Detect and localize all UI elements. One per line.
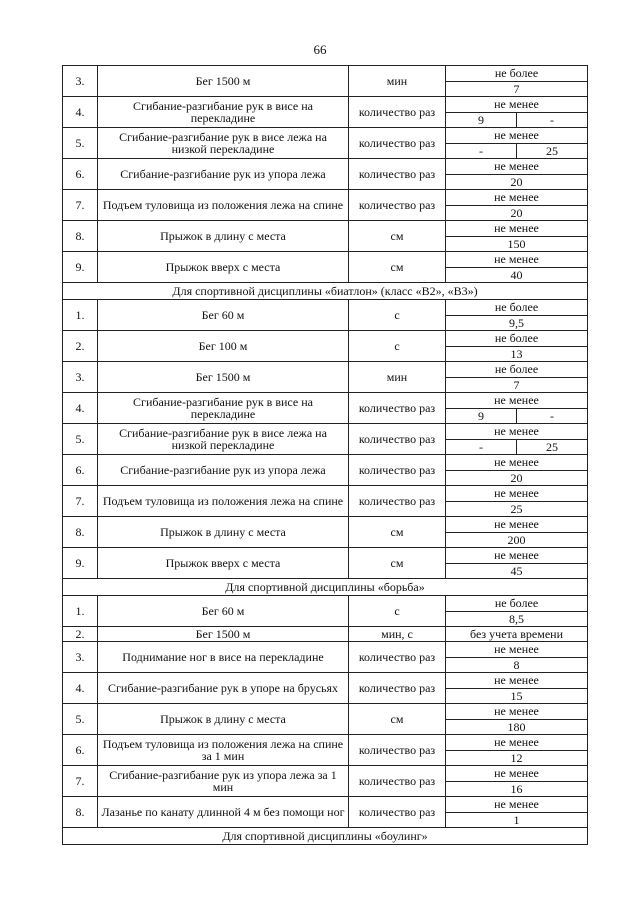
unit: количество раз bbox=[349, 486, 446, 517]
exercise-name: Бег 60 м bbox=[98, 300, 349, 331]
norm-value-right: 25 bbox=[546, 144, 558, 158]
norm-cell bbox=[446, 673, 588, 704]
norm-condition: не менее bbox=[446, 548, 587, 564]
row-number: 3. bbox=[63, 362, 98, 393]
norm-value: 150 bbox=[507, 237, 526, 251]
section-title: Для спортивной дисциплины «биатлон» (класс «В2», «В3») bbox=[63, 283, 588, 300]
table-row bbox=[63, 766, 588, 797]
norm-cell bbox=[446, 735, 588, 766]
norm-cell bbox=[446, 300, 588, 331]
norm-split-values bbox=[446, 113, 587, 127]
norm-value: 7 bbox=[513, 378, 520, 392]
table-row bbox=[63, 252, 588, 283]
section-header-row bbox=[63, 828, 588, 845]
row-number: 5. bbox=[63, 128, 98, 159]
row-number: 1. bbox=[63, 300, 98, 331]
norm-condition: не менее bbox=[446, 735, 587, 751]
norm-cell bbox=[446, 362, 588, 393]
section-title: Для спортивной дисциплины «боулинг» bbox=[63, 828, 588, 845]
norm-value: 13 bbox=[510, 347, 523, 361]
exercise-name: Сгибание-разгибание рук из упора лежа за 1 мин bbox=[98, 766, 349, 797]
row-number: 2. bbox=[63, 331, 98, 362]
norm-condition: не более bbox=[446, 596, 587, 612]
exercise-name: Сгибание-разгибание рук в висе лежа на низкой перекладине bbox=[98, 128, 349, 159]
row-number: 4. bbox=[63, 97, 98, 128]
table-row bbox=[63, 673, 588, 704]
unit: количество раз bbox=[349, 673, 446, 704]
unit: количество раз bbox=[349, 128, 446, 159]
norm-cell bbox=[446, 596, 588, 627]
norm-value: 45 bbox=[510, 564, 523, 578]
norm-value: 9,5 bbox=[509, 316, 524, 330]
norm-value-left: - bbox=[446, 144, 517, 158]
section-title: Для спортивной дисциплины «борьба» bbox=[63, 579, 588, 596]
unit: количество раз bbox=[349, 159, 446, 190]
row-number: 5. bbox=[63, 704, 98, 735]
row-number: 7. bbox=[63, 766, 98, 797]
unit: с bbox=[349, 300, 446, 331]
norm-cell bbox=[446, 393, 588, 424]
unit: с bbox=[349, 596, 446, 627]
norm-cell bbox=[446, 221, 588, 252]
norm-cell bbox=[446, 486, 588, 517]
unit: количество раз bbox=[349, 190, 446, 221]
exercise-name: Бег 1500 м bbox=[98, 66, 349, 97]
norm-value-right: 25 bbox=[546, 440, 558, 454]
exercise-name: Бег 1500 м bbox=[98, 362, 349, 393]
exercise-name: Сгибание-разгибание рук в висе на перекладине bbox=[98, 393, 349, 424]
row-number: 4. bbox=[63, 673, 98, 704]
exercise-name: Подъем туловища из положения лежа на спине за 1 мин bbox=[98, 735, 349, 766]
exercise-name: Бег 1500 м bbox=[98, 627, 349, 642]
norm-condition: не менее bbox=[446, 517, 587, 533]
norm-value: 8,5 bbox=[509, 612, 524, 626]
unit: см bbox=[349, 252, 446, 283]
norm-condition: не менее bbox=[446, 704, 587, 720]
row-number: 3. bbox=[63, 642, 98, 673]
table-row bbox=[63, 704, 588, 735]
norm-cell bbox=[446, 797, 588, 828]
norm-condition: не менее bbox=[446, 642, 587, 658]
norm-value: 20 bbox=[510, 471, 523, 485]
unit: количество раз bbox=[349, 735, 446, 766]
norm-condition: не менее bbox=[446, 221, 587, 237]
exercise-name: Сгибание-разгибание рук в висе лежа на низкой перекладине bbox=[98, 424, 349, 455]
norm-condition: не менее bbox=[446, 455, 587, 471]
norm-condition: не менее bbox=[446, 159, 587, 175]
unit: количество раз bbox=[349, 424, 446, 455]
norm-condition: не более bbox=[446, 362, 587, 378]
norm-value: 40 bbox=[510, 268, 523, 282]
table-row bbox=[63, 221, 588, 252]
table-row bbox=[63, 66, 588, 97]
row-number: 1. bbox=[63, 596, 98, 627]
exercise-name: Лазанье по канату длинной 4 м без помощи ног bbox=[98, 797, 349, 828]
row-number: 8. bbox=[63, 221, 98, 252]
norm-condition: не менее bbox=[446, 673, 587, 689]
norm-value: 12 bbox=[510, 751, 523, 765]
exercise-name: Прыжок в длину с места bbox=[98, 221, 349, 252]
norm-value: 20 bbox=[510, 206, 523, 220]
norm-condition: не более bbox=[446, 331, 587, 347]
norm-condition: не менее bbox=[446, 190, 587, 206]
exercise-name: Бег 60 м bbox=[98, 596, 349, 627]
norm-cell bbox=[446, 642, 588, 673]
norm-condition: не менее bbox=[446, 486, 587, 502]
norm-cell bbox=[446, 252, 588, 283]
norm-cell bbox=[446, 331, 588, 362]
norm-value-right: - bbox=[550, 409, 554, 423]
norm-condition: не более bbox=[446, 300, 587, 316]
unit: мин bbox=[349, 362, 446, 393]
table-row bbox=[63, 393, 588, 424]
table-row bbox=[63, 642, 588, 673]
table-row bbox=[63, 128, 588, 159]
norm-value: 7 bbox=[513, 82, 520, 96]
exercise-name: Сгибание-разгибание рук из упора лежа bbox=[98, 159, 349, 190]
table-row bbox=[63, 735, 588, 766]
row-number: 8. bbox=[63, 517, 98, 548]
section-header-row bbox=[63, 579, 588, 596]
exercise-name: Подъем туловища из положения лежа на спине bbox=[98, 190, 349, 221]
exercise-name: Сгибание-разгибание рук в висе на перекладине bbox=[98, 97, 349, 128]
norm-cell bbox=[446, 455, 588, 486]
row-number: 6. bbox=[63, 455, 98, 486]
section-header-row bbox=[63, 283, 588, 300]
norm-value-left: 9 bbox=[446, 113, 517, 127]
norm-cell bbox=[446, 548, 588, 579]
norm-value: 1 bbox=[513, 813, 520, 827]
norm-cell bbox=[446, 704, 588, 735]
norm-cell bbox=[446, 66, 588, 97]
unit: количество раз bbox=[349, 455, 446, 486]
row-number: 3. bbox=[63, 66, 98, 97]
norm-condition: не менее bbox=[446, 797, 587, 813]
unit: количество раз bbox=[349, 393, 446, 424]
norm-value: 16 bbox=[510, 782, 523, 796]
page-number: 66 bbox=[313, 42, 327, 57]
unit: см bbox=[349, 517, 446, 548]
norm-condition: не менее bbox=[446, 128, 587, 144]
table-row bbox=[63, 486, 588, 517]
unit: мин bbox=[349, 66, 446, 97]
unit: см bbox=[349, 548, 446, 579]
norm-cell bbox=[446, 159, 588, 190]
norm-condition: не менее bbox=[446, 393, 587, 409]
exercise-name: Сгибание-разгибание рук из упора лежа bbox=[98, 455, 349, 486]
exercise-name: Прыжок в длину с места bbox=[98, 517, 349, 548]
table-row bbox=[63, 97, 588, 128]
norm-value: 15 bbox=[510, 689, 523, 703]
table-row bbox=[63, 362, 588, 393]
exercise-name: Прыжок вверх с места bbox=[98, 252, 349, 283]
exercise-name: Прыжок вверх с места bbox=[98, 548, 349, 579]
unit: см bbox=[349, 221, 446, 252]
unit: см bbox=[349, 704, 446, 735]
row-number: 7. bbox=[63, 486, 98, 517]
norm-value-left: - bbox=[446, 440, 517, 454]
table-row bbox=[63, 548, 588, 579]
row-number: 7. bbox=[63, 190, 98, 221]
norm-cell bbox=[446, 517, 588, 548]
table-row bbox=[63, 424, 588, 455]
unit: количество раз bbox=[349, 766, 446, 797]
exercise-name: Бег 100 м bbox=[98, 331, 349, 362]
norm-cell bbox=[446, 128, 588, 159]
norm-cell bbox=[446, 190, 588, 221]
norm-cell bbox=[446, 97, 588, 128]
row-number: 9. bbox=[63, 548, 98, 579]
norm-split-values bbox=[446, 144, 587, 158]
row-number: 4. bbox=[63, 393, 98, 424]
norm-value: 180 bbox=[507, 720, 526, 734]
table-row bbox=[63, 627, 588, 642]
norm-split-values bbox=[446, 409, 587, 423]
unit: количество раз bbox=[349, 642, 446, 673]
norm-cell bbox=[446, 766, 588, 797]
table-row bbox=[63, 797, 588, 828]
table-row bbox=[63, 190, 588, 221]
table-row bbox=[63, 300, 588, 331]
norm-value: 25 bbox=[510, 502, 523, 516]
norm-condition: не более bbox=[446, 66, 587, 82]
table-row bbox=[63, 517, 588, 548]
unit: с bbox=[349, 331, 446, 362]
standards-table bbox=[62, 65, 588, 845]
table-row bbox=[63, 596, 588, 627]
norm-condition: не менее bbox=[446, 252, 587, 268]
table-row bbox=[63, 331, 588, 362]
norm-value-left: 9 bbox=[446, 409, 517, 423]
norm-value-right: - bbox=[550, 113, 554, 127]
norm-condition: не менее bbox=[446, 766, 587, 782]
row-number: 5. bbox=[63, 424, 98, 455]
norm-cell bbox=[446, 424, 588, 455]
row-number: 2. bbox=[63, 627, 98, 642]
unit: количество раз bbox=[349, 797, 446, 828]
row-number: 6. bbox=[63, 735, 98, 766]
norm-condition: не менее bbox=[446, 97, 587, 113]
exercise-name: Подъем туловища из положения лежа на спине bbox=[98, 486, 349, 517]
norm-condition: не менее bbox=[446, 424, 587, 440]
table-row bbox=[63, 159, 588, 190]
norm-value: 200 bbox=[507, 533, 526, 547]
norm-value: без учета времени bbox=[446, 627, 588, 642]
exercise-name: Прыжок в длину с места bbox=[98, 704, 349, 735]
norm-value: 20 bbox=[510, 175, 523, 189]
unit: мин, с bbox=[349, 627, 446, 642]
table-row bbox=[63, 455, 588, 486]
row-number: 8. bbox=[63, 797, 98, 828]
norm-value: 8 bbox=[513, 658, 520, 672]
exercise-name: Поднимание ног в висе на перекладине bbox=[98, 642, 349, 673]
exercise-name: Сгибание-разгибание рук в упоре на брусьях bbox=[98, 673, 349, 704]
norm-split-values bbox=[446, 440, 587, 454]
row-number: 6. bbox=[63, 159, 98, 190]
unit: количество раз bbox=[349, 97, 446, 128]
row-number: 9. bbox=[63, 252, 98, 283]
